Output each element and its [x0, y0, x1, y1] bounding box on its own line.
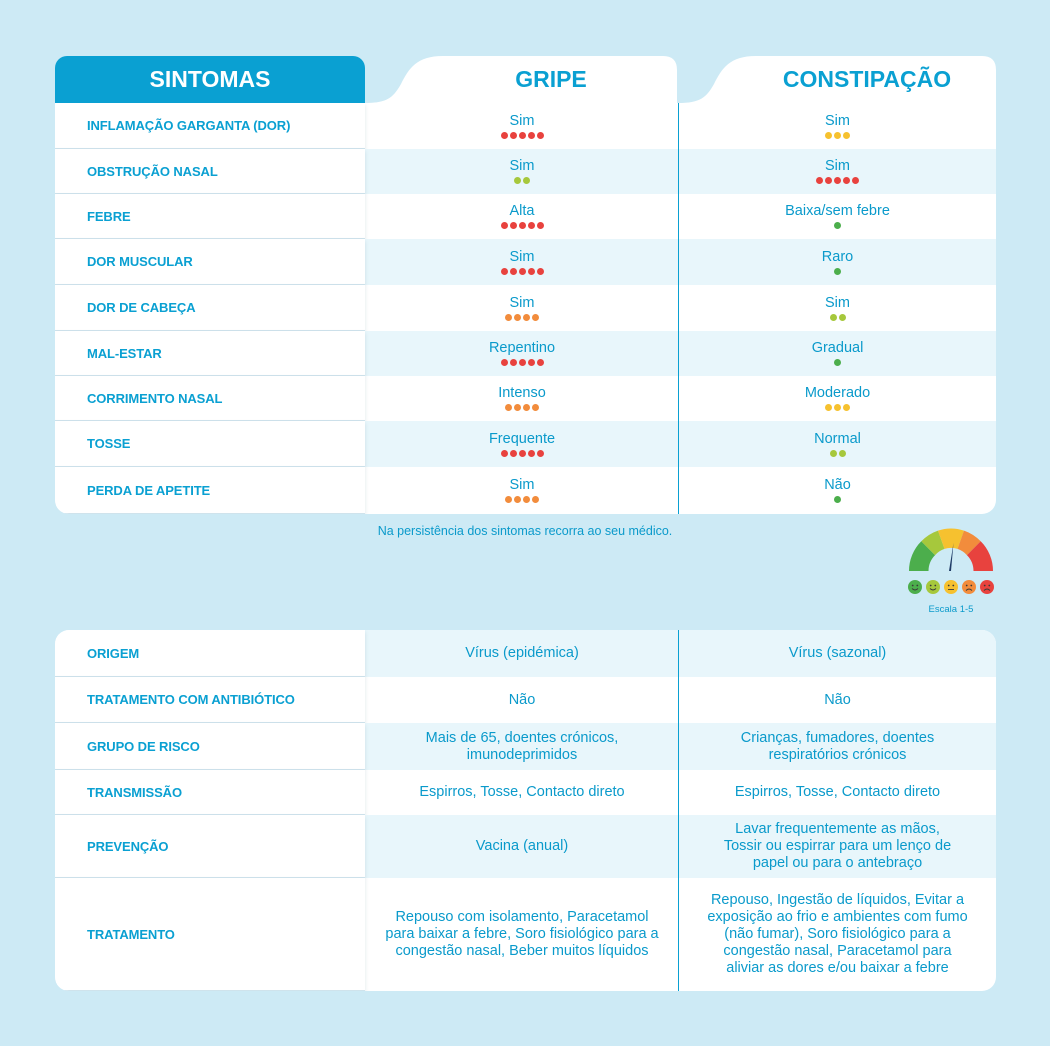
severity-dots [830, 450, 846, 458]
column-divider [678, 103, 679, 514]
severity-dot [532, 404, 539, 411]
severity-dot [501, 359, 508, 366]
severity-dot [834, 404, 841, 411]
flu-value: Sim [509, 112, 535, 129]
flu-cell [367, 376, 677, 421]
severity-dots [505, 496, 539, 504]
severity-dot [514, 404, 521, 411]
info-label: TRATAMENTO [55, 878, 365, 991]
cold-cell [679, 331, 996, 376]
cold-info: Lavar frequentemente as mãos, Tossir ou espirrar para um lenço de papel ou para o antebraço [723, 821, 952, 871]
severity-dot [532, 496, 539, 503]
severity-dot [834, 222, 841, 229]
info-row [55, 815, 996, 878]
cold-info: Crianças, fumadores, doentes respiratórios crónicos [740, 729, 935, 763]
smiley-icon [980, 580, 994, 594]
info-row [55, 770, 996, 815]
severity-dots [834, 268, 841, 276]
flu-cell [367, 331, 677, 376]
severity-dot [830, 314, 837, 321]
severity-dot [834, 496, 841, 503]
severity-dot [834, 268, 841, 275]
header-cold-tab [678, 56, 996, 103]
flu-value: Alta [509, 203, 535, 219]
severity-dot [834, 177, 841, 184]
flu-info: Mais de 65, doentes crónicos, imunodeprimidos [425, 729, 619, 763]
cold-info: Vírus (sazonal) [788, 645, 887, 661]
severity-dot [843, 132, 850, 139]
symptom-label: PERDA DE APETITE [55, 467, 365, 514]
flu-cell [367, 194, 677, 239]
flu-value: Sim [509, 294, 535, 311]
severity-dot [505, 496, 512, 503]
severity-dot [505, 404, 512, 411]
severity-dot [519, 450, 526, 457]
severity-dot [523, 314, 530, 321]
severity-dot [839, 450, 846, 457]
smiley-icon [962, 580, 976, 594]
info-label: TRANSMISSÃO [55, 770, 365, 815]
flu-value: Intenso [498, 385, 546, 401]
severity-dot [523, 496, 530, 503]
severity-dots [825, 404, 850, 412]
flu-cell [367, 149, 677, 194]
info-table [55, 630, 996, 991]
symptom-row [55, 149, 996, 194]
severity-dots [816, 177, 859, 185]
severity-dot [519, 132, 526, 139]
symptom-row [55, 421, 996, 467]
severity-dots [514, 177, 530, 185]
severity-dot [537, 359, 544, 366]
cold-value: Não [824, 477, 851, 493]
severity-dot [501, 450, 508, 457]
flu-cell [367, 467, 677, 514]
flu-info: Não [508, 691, 536, 708]
severity-dot [510, 359, 517, 366]
flu-info: Vírus (epidémica) [465, 645, 579, 661]
severity-dot [510, 222, 517, 229]
severity-dot [843, 404, 850, 411]
cold-cell [679, 285, 996, 331]
symptom-label: DOR DE CABEÇA [55, 285, 365, 331]
severity-dot [537, 268, 544, 275]
flu-info: Repouso com isolamento, Paracetamol para baixar a febre, Soro fisiológico para a congestão nasal, Beber muitos líquidos [385, 909, 659, 959]
severity-dot [528, 359, 535, 366]
symptom-label: OBSTRUÇÃO NASAL [55, 149, 365, 194]
severity-dot [816, 177, 823, 184]
flu-info: Vacina (anual) [475, 838, 569, 854]
cold-cell [679, 421, 996, 467]
header-cold: CONSTIPAÇÃO [782, 66, 952, 92]
symptoms-table [55, 56, 996, 514]
cold-cell [679, 194, 996, 239]
cold-info: Espirros, Tosse, Contacto direto [734, 784, 941, 800]
cold-value: Baixa/sem febre [785, 203, 890, 219]
severity-dot [510, 450, 517, 457]
cold-value: Sim [825, 158, 850, 174]
severity-dots [834, 222, 841, 230]
smiley-icon [908, 580, 922, 594]
symptom-row [55, 194, 996, 239]
severity-dots [505, 314, 539, 322]
severity-dots [834, 496, 841, 504]
flu-value: Repentino [488, 340, 556, 356]
cold-info: Não [824, 691, 851, 708]
severity-gauge [905, 525, 997, 620]
severity-dot [519, 359, 526, 366]
info-row [55, 677, 996, 723]
flu-cell [367, 285, 677, 331]
cold-value: Raro [821, 248, 854, 265]
severity-dot [825, 404, 832, 411]
severity-dot [501, 268, 508, 275]
symptom-row [55, 285, 996, 331]
flu-cell [367, 239, 677, 285]
severity-dot [510, 268, 517, 275]
severity-dot [825, 132, 832, 139]
severity-dot [523, 177, 530, 184]
symptom-label: INFLAMAÇÃO GARGANTA (DOR) [55, 103, 365, 149]
info-row [55, 630, 996, 677]
cold-cell [679, 103, 996, 149]
info-label: ORIGEM [55, 630, 365, 677]
severity-dots [501, 359, 544, 367]
smiley-icon [926, 580, 940, 594]
symptom-row [55, 103, 996, 149]
info-row [55, 723, 996, 770]
flu-value: Sim [509, 158, 535, 174]
severity-dot [510, 132, 517, 139]
severity-dot [519, 268, 526, 275]
symptom-row [55, 376, 996, 421]
symptom-row [55, 239, 996, 285]
severity-dots [501, 268, 544, 276]
cold-value: Sim [825, 294, 850, 311]
header-flu-tab [365, 56, 677, 103]
severity-dot [843, 177, 850, 184]
severity-dot [519, 222, 526, 229]
severity-dot [528, 268, 535, 275]
symptom-label: TOSSE [55, 421, 365, 467]
column-divider [678, 630, 679, 991]
severity-dot [830, 450, 837, 457]
flu-cell [367, 103, 677, 149]
info-label: PREVENÇÃO [55, 815, 365, 878]
symptom-row [55, 331, 996, 376]
severity-dot [528, 132, 535, 139]
severity-dot [852, 177, 859, 184]
severity-dots [830, 314, 846, 322]
severity-dot [532, 314, 539, 321]
severity-dot [501, 222, 508, 229]
flu-value: Frequente [488, 430, 556, 447]
severity-dots [501, 450, 544, 458]
severity-dot [514, 496, 521, 503]
severity-dots [501, 222, 544, 230]
cold-value: Gradual [811, 340, 864, 356]
cold-cell [679, 467, 996, 514]
symptom-row [55, 467, 996, 514]
severity-dot [537, 450, 544, 457]
cold-value: Sim [825, 112, 850, 129]
severity-dot [523, 404, 530, 411]
severity-dot [839, 314, 846, 321]
flu-value: Sim [509, 477, 535, 493]
info-row [55, 878, 996, 991]
symptom-label: FEBRE [55, 194, 365, 239]
severity-dot [825, 177, 832, 184]
doctor-note: Na persistência dos sintomas recorra ao seu médico. [377, 524, 673, 538]
cold-value: Normal [814, 430, 861, 447]
header-symptoms: SINTOMAS [55, 56, 365, 103]
smiley-icon [944, 580, 958, 594]
cold-cell [679, 149, 996, 194]
severity-dot [514, 314, 521, 321]
severity-dots [505, 404, 539, 412]
cold-value: Moderado [804, 385, 871, 401]
flu-value: Sim [509, 248, 535, 265]
smiley-icons [908, 580, 994, 594]
severity-dots [834, 359, 841, 367]
severity-dot [505, 314, 512, 321]
symptom-label: DOR MUSCULAR [55, 239, 365, 285]
scale-label: Escala 1-5 [928, 604, 974, 615]
severity-dots [501, 132, 544, 140]
symptoms-card [55, 103, 996, 514]
severity-dot [528, 450, 535, 457]
severity-dot [834, 132, 841, 139]
info-label: GRUPO DE RISCO [55, 723, 365, 770]
cold-info: Repouso, Ingestão de líquidos, Evitar a exposição ao frio e ambientes com fumo (não fumar), Soro fisiológico para a congestão nasal, Paracetamol para aliviar as dores e/ou baixar a febre [707, 892, 968, 976]
severity-dot [528, 222, 535, 229]
info-label: TRATAMENTO COM ANTIBIÓTICO [55, 677, 365, 723]
severity-dot [834, 359, 841, 366]
severity-dot [537, 132, 544, 139]
cold-cell [679, 239, 996, 285]
symptom-label: MAL-ESTAR [55, 331, 365, 376]
header-flu: GRIPE [515, 66, 587, 92]
severity-dot [501, 132, 508, 139]
symptom-label: CORRIMENTO NASAL [55, 376, 365, 421]
severity-dots [825, 132, 850, 140]
severity-dot [514, 177, 521, 184]
flu-info: Espirros, Tosse, Contacto direto [419, 784, 625, 800]
flu-cell [367, 421, 677, 467]
severity-dot [537, 222, 544, 229]
cold-cell [679, 376, 996, 421]
gauge-graphic [905, 525, 997, 605]
